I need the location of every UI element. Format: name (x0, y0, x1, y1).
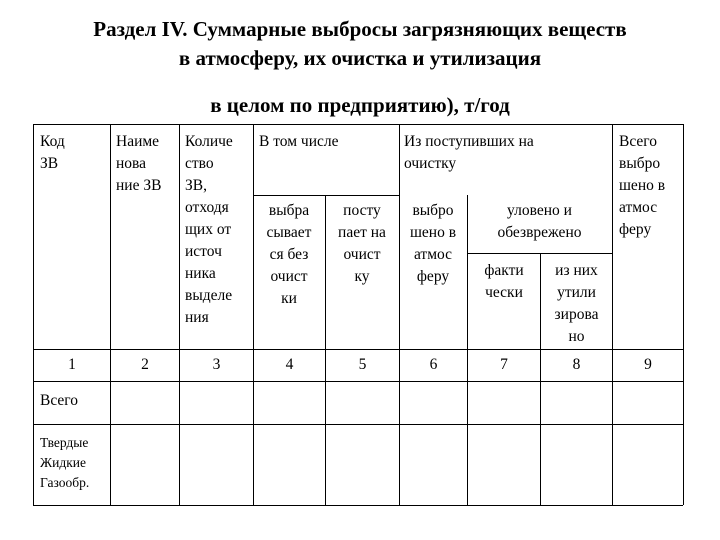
header-quantity: Количе ство ЗВ, отходя щих от источ ника выделе ния (185, 133, 233, 326)
column-number-7: 7 (500, 356, 508, 373)
col-divider-8 (612, 124, 613, 505)
row-types-label: Твердые Жидкие Газообр. (40, 435, 90, 490)
table-border-bottom (33, 505, 683, 506)
header-code: Код ЗВ (40, 133, 65, 172)
header-divider-including (253, 195, 399, 196)
header-bottom-line (33, 349, 683, 350)
table-border-top (33, 124, 683, 125)
column-number-8: 8 (572, 356, 581, 373)
col-divider-1 (110, 124, 111, 505)
title-line-1: Раздел IV. Суммарные выбросы загрязняющих веществ (93, 17, 627, 41)
table-border-right (683, 124, 684, 505)
col-divider-5 (399, 124, 400, 505)
header-from-incoming: Из поступивших на очистку (404, 133, 534, 172)
column-number-3: 3 (212, 356, 221, 373)
col-divider-2 (179, 124, 180, 505)
header-captured: уловено и обезврежено (497, 202, 582, 241)
column-number-5: 5 (358, 356, 367, 373)
total-row-bottom-line (33, 424, 683, 425)
column-number-9: 9 (644, 356, 652, 373)
column-number-6: 6 (429, 356, 438, 373)
header-to-cleaning: посту пает на очист ку (338, 202, 386, 285)
title-line-2: в атмосферу, их очистка и утилизация (178, 46, 542, 70)
row-total-label: Всего (40, 392, 79, 409)
column-number-1: 1 (68, 356, 76, 373)
header-name: Наиме нова ние ЗВ (116, 133, 162, 194)
header-actual: факти чески (484, 262, 524, 301)
header-emitted-raw: выбра сывает ся без очист ки (266, 202, 312, 307)
header-utilized: из них утили зирова но (554, 262, 599, 345)
column-number-2: 2 (141, 356, 149, 373)
title-line-3: в целом по предприятию), т/год (210, 93, 510, 117)
header-divider-captured (467, 253, 612, 254)
header-emitted-after: выбро шено в атмос феру (409, 202, 457, 285)
header-including: В том числе (259, 133, 339, 150)
column-number-4: 4 (285, 356, 294, 373)
col-divider-3 (253, 124, 254, 505)
header-total-emitted: Всего выбро шено в атмос феру (619, 133, 666, 238)
table-border-left (33, 124, 34, 505)
numbers-bottom-line (33, 381, 683, 382)
